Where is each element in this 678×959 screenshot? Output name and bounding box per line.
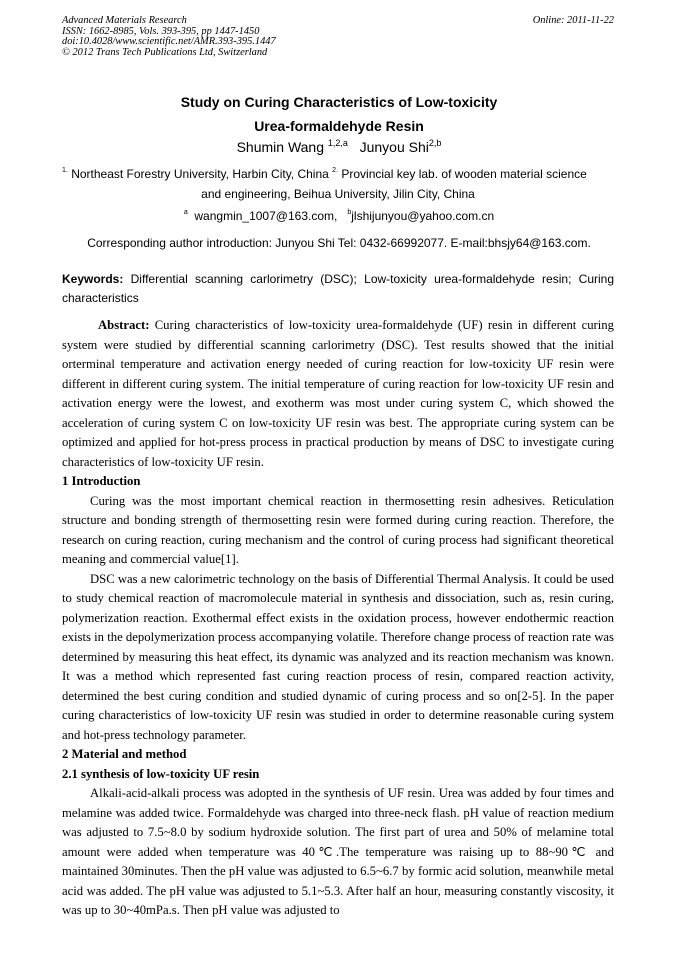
keywords: [62, 270, 614, 308]
affiliation-2-part-1: Provincial key lab. of wooden material science: [341, 167, 587, 181]
journal-issn: ISSN: 1662-8985, Vols. 393-395, pp 1447-1450: [62, 25, 260, 37]
paper-title: [0, 90, 678, 138]
affiliation-1-marker: 1.: [62, 167, 68, 174]
journal-name: Advanced Materials Research: [62, 15, 187, 26]
email-b-marker: b: [347, 209, 352, 216]
intro-paragraph-2: DSC was a new calorimetric technology on the basis of Differential Thermal Analysis. It could be used to study chemical reaction of macromolecule material in synthesis and dissociation, such as, resin curing, polymerization reaction. Exothermal effect exists in the oxidation process, however endothermic reaction exists in the depolymerization process accompanying volatile. Therefore change process of reaction rate was determined by measuring this heat effect, its dynamic was analyzed and its reaction mechanism was known. It was a method which represented fast curing reaction process of resin, compared reaction activity, determined the best curing condition and studied dynamic of curing process and so on[2-5]. In the paper curing characteristics of low-toxicity UF resin was studied in order to determine reasonable curing system and hot-press technology parameter.: [62, 571, 614, 742]
author-emails: [0, 207, 678, 225]
journal-copyright: © 2012 Trans Tech Publications Ltd, Switzerland: [62, 46, 268, 58]
section-heading-introduction: 1 Introduction: [62, 474, 141, 488]
intro-paragraph-1: Curing was the most important chemical reaction in thermosetting resin adhesives. Reticulation structure and bonding strength of thermosetting resin were formed during curing reaction. Therefore, the research on curing reaction, curing mechanism and the control of curing process had significant theoretical meaning and commercial value[1].: [62, 493, 614, 566]
author-2-name: Junyou Shi: [359, 139, 429, 155]
email-a: wangmin_1007@163.com,: [194, 209, 338, 223]
abstract: [62, 316, 614, 472]
affiliation-2-part-2: and engineering, Beihua University, Jilin City, China: [201, 187, 475, 201]
journal-header: [62, 16, 276, 58]
abstract-label: Abstract:: [98, 318, 150, 332]
synthesis-paragraph-1: Alkali-acid-alkali process was adopted in the synthesis of UF resin. Urea was added by four times and melamine was added twice. Formaldehyde was charged into three-neck flash. pH value of reaction medium was adjusted to 7.5~8.0 by sodium hydroxide solution. The first part of urea and 50% of melamine total amount were added when temperature was 40℃.The temperature was raising up to 88~90℃ and maintained 30minutes. Then the pH value was adjusted to 6.5~6.7 by formic acid solution, meanwhile metal acid was added. The pH value was adjusted to 5.1~5.3. After half an hour, measuring constantly viscosity, it was up to 30~40mPa.s. Then pH value was adjusted to: [62, 786, 614, 917]
online-date: Online: 2011-11-22: [532, 15, 614, 26]
body-text: [62, 316, 614, 921]
email-a-marker: a: [183, 209, 188, 216]
affiliation-line-1: [62, 164, 614, 184]
author-2-affiliation-marker: 2,b: [428, 138, 442, 148]
affiliation-2-marker: 2.: [332, 167, 339, 174]
title-line-1: Study on Curing Characteristics of Low-toxicity: [180, 94, 498, 110]
abstract-text: Curing characteristics of low-toxicity urea-formaldehyde (UF) resin in different curing system were studied by differential scanning carlorimetry (DSC). Test results showed that the initial orterminal temperature and activation energy needed of curing reaction for low-toxicity UF resin were different in different curing system. The initial temperature of curing reaction for low-toxicity UF resin and activation energy were the lowest, and exotherm was most under curing system C, which showed the acceleration of curing system C on low-toxicity UF resin was best. The appropriate curing system can be optimized and applied for hot-press process in practical production by means of DSC to investigate curing characteristics of low-toxicity UF resin.: [62, 318, 614, 469]
affiliation-1: Northeast Forestry University, Harbin City, China: [71, 167, 329, 181]
title-line-2: Urea-formaldehyde Resin: [254, 118, 424, 134]
author-1-affiliation-marker: 1,2,a: [327, 138, 348, 148]
section-heading-material-method: 2 Material and method: [62, 747, 187, 761]
subsection-heading-synthesis: 2.1 synthesis of low-toxicity UF resin: [62, 766, 260, 781]
journal-doi: doi:10.4028/www.scientific.net/AMR.393-395.1447: [62, 36, 276, 48]
email-b: jlshijunyou@yahoo.com.cn: [351, 209, 495, 223]
keywords-text: Differential scanning carlorimetry (DSC); Low-toxicity urea-formaldehyde resin; Curing characteristics: [62, 272, 614, 305]
author-1-name: Shumin Wang: [236, 139, 325, 155]
keywords-label: Keywords:: [62, 272, 124, 286]
author-list: [0, 138, 678, 156]
corresponding-author: Corresponding author introduction: Junyou Shi Tel: 0432-66992077. E-mail:bhsjy64@163.com.: [87, 236, 591, 250]
affiliations: [62, 164, 614, 204]
